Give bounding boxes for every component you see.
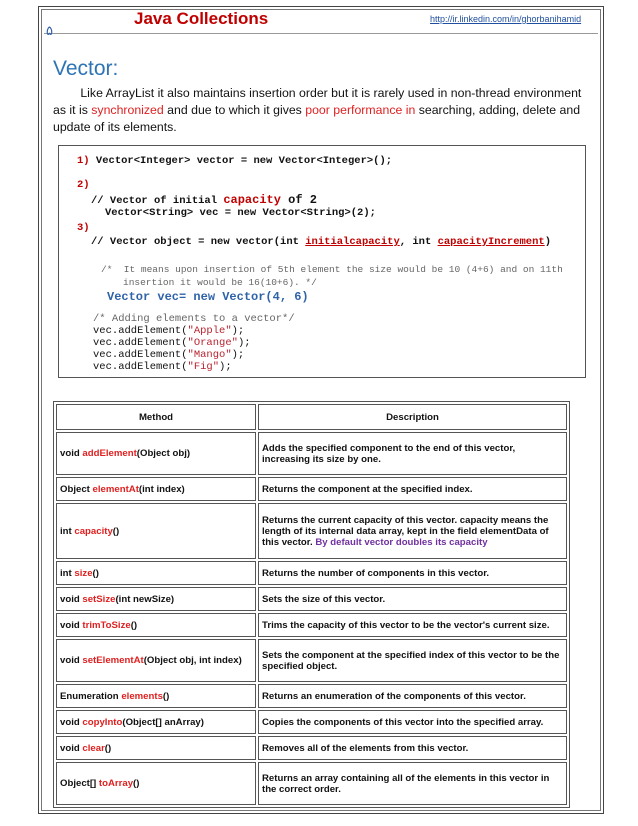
- method-cell: void setElementAt(Object obj, int index): [56, 639, 256, 682]
- table-row: [56, 710, 567, 734]
- code-comment-2: insertion it would be 16(10+6). */: [123, 277, 317, 288]
- description-cell: Returns the component at the specified index.: [258, 477, 567, 501]
- code-line-2: Vector<String> vec = new Vector<String>(2);: [105, 207, 376, 219]
- table-row: [56, 639, 567, 682]
- code-line-1: 1) Vector<Integer> vector = new Vector<Integer>();: [77, 155, 393, 167]
- table-header-row: [56, 404, 567, 430]
- table-row: [56, 736, 567, 760]
- description-cell: Sets the component at the specified index of this vector to be the specified object.: [258, 639, 567, 682]
- method-cell: Enumeration elements(): [56, 684, 256, 708]
- description-cell: Removes all of the elements from this vector.: [258, 736, 567, 760]
- description-cell: Returns an array containing all of the elements in this vector in the correct order.: [258, 762, 567, 805]
- description-cell: Returns the number of components in this vector.: [258, 561, 567, 585]
- code-line-2-comment: // Vector of initial capacity of 2: [91, 193, 317, 207]
- method-cell: int size(): [56, 561, 256, 585]
- methods-table: [53, 401, 570, 808]
- method-cell: int capacity(): [56, 503, 256, 559]
- table-row: [56, 613, 567, 637]
- code-line-3-num: 3): [77, 222, 90, 234]
- code-add-1: vec.addElement("Apple");: [93, 325, 245, 337]
- method-cell: void clear(): [56, 736, 256, 760]
- method-cell: Object[] toArray(): [56, 762, 256, 805]
- method-cell: void copyInto(Object[] anArray): [56, 710, 256, 734]
- description-cell: Adds the specified component to the end of this vector, increasing its size by one.: [258, 432, 567, 475]
- description-cell: Sets the size of this vector.: [258, 587, 567, 611]
- table-row: [56, 432, 567, 475]
- method-cell: void trimToSize(): [56, 613, 256, 637]
- code-add-2: vec.addElement("Orange");: [93, 337, 251, 349]
- code-vector-line: Vector vec= new Vector(4, 6): [107, 290, 309, 304]
- code-add-3: vec.addElement("Mango");: [93, 349, 245, 361]
- column-header-description: Description: [258, 404, 567, 430]
- description-cell: Trims the capacity of this vector to be the vector's current size.: [258, 613, 567, 637]
- method-cell: Object elementAt(int index): [56, 477, 256, 501]
- code-line-2-num: 2): [77, 179, 90, 191]
- table-row: [56, 477, 567, 501]
- code-add-4: vec.addElement("Fig");: [93, 361, 232, 373]
- method-cell: void addElement(Object obj): [56, 432, 256, 475]
- table-row: [56, 561, 567, 585]
- description-cell: Copies the components of this vector into the specified array.: [258, 710, 567, 734]
- table-row: [56, 684, 567, 708]
- table-row: [56, 503, 567, 559]
- section-heading: Vector:: [53, 57, 119, 80]
- column-header-method: Method: [56, 404, 256, 430]
- method-cell: void setSize(int newSize): [56, 587, 256, 611]
- description-cell: Returns the current capacity of this vector. capacity means the length of its internal data array, kept in the field elementData of this vector. By default vector doubles its capacity: [258, 503, 567, 559]
- poor-performance-term: poor performance in: [305, 103, 416, 117]
- page-number: ۵: [46, 24, 53, 39]
- table-row: [56, 587, 567, 611]
- description-cell: Returns an enumeration of the components of this vector.: [258, 684, 567, 708]
- synchronized-term: synchronized: [91, 103, 164, 117]
- code-block: [58, 145, 586, 378]
- header-link[interactable]: http://ir.linkedin.com/in/ghorbanihamid: [430, 14, 582, 24]
- intro-paragraph: Like ArrayList it also maintains insertion order but it is rarely used in non-thread environment as it is synchronized and due to which it gives poor performance in searching, adding, delete and update of its elements.: [53, 86, 582, 134]
- table-row: [56, 762, 567, 805]
- default-doubling-note: By default vector doubles its capacity: [315, 536, 488, 548]
- header-title: Java Collections: [134, 9, 269, 28]
- code-add-comment: /* Adding elements to a vector*/: [93, 313, 295, 325]
- code-line-3: // Vector object = new vector(int initialcapacity, int capacityIncrement): [91, 236, 552, 248]
- code-comment-1: /* It means upon insertion of 5th element the size would be 10 (4+6) and on 11th: [101, 264, 563, 275]
- header-divider: [44, 33, 598, 34]
